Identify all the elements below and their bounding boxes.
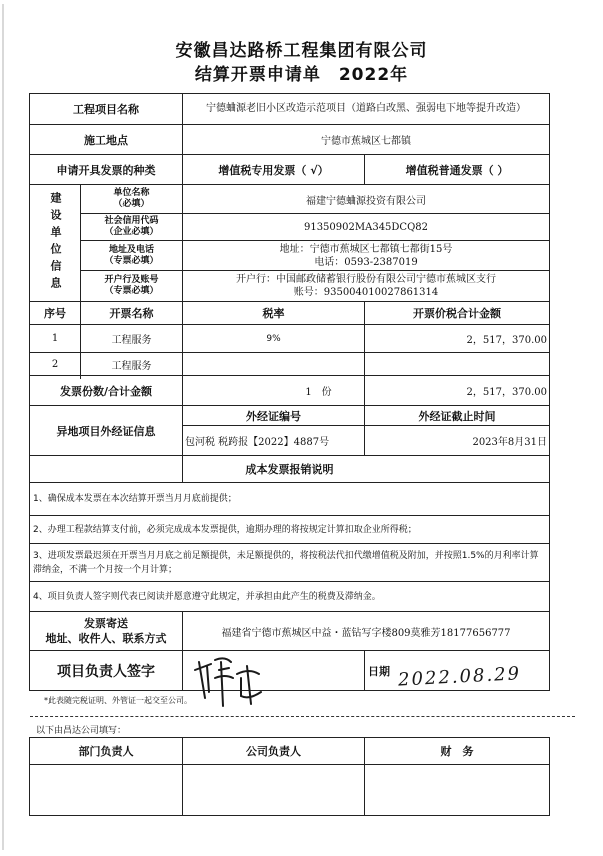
totals-label: 发票份数/合计金额 bbox=[59, 384, 153, 398]
row-1-amount: 2，517，370.00 bbox=[466, 335, 547, 346]
credit-code-label-main: 社会信用代码 bbox=[104, 216, 159, 226]
bank-value bbox=[183, 271, 549, 301]
bank-label-main: 开户行及账号 bbox=[104, 275, 159, 285]
company-name: 安徽昌达路桥工程集团有限公司 bbox=[175, 41, 428, 61]
row-2-amount bbox=[365, 353, 547, 375]
rule bbox=[549, 737, 550, 815]
row-1-no: 1 bbox=[51, 333, 59, 344]
row-2-rate bbox=[183, 353, 364, 375]
bank-label-sub: （专票必填） bbox=[104, 286, 159, 296]
form-title-text: 结算开票申请单 bbox=[194, 65, 321, 85]
rule bbox=[364, 650, 365, 690]
approval-header-finance: 财 务 bbox=[440, 745, 474, 758]
mailing-label-line2: 地址、收件人、联系方式 bbox=[45, 632, 167, 645]
row-1-rate: 9% bbox=[266, 333, 281, 344]
row-1-name: 工程服务 bbox=[111, 335, 152, 346]
approval-dept-sign-field[interactable] bbox=[30, 765, 182, 815]
buyer-name-label bbox=[81, 185, 182, 213]
address-value bbox=[183, 241, 549, 270]
note-2: 2、办理工程款结算支付前，必须完成成本发票提供，逾期办理的将按规定计算扣取企业所得税； bbox=[33, 524, 417, 535]
mailing-label bbox=[30, 612, 182, 650]
address-label bbox=[81, 241, 182, 270]
bank-name-line: 开户行：中国邮政储蓄银行股份有限公司宁德市蕉城区支行 bbox=[236, 274, 496, 285]
footnote: *此表随完税证明、外管证一起交至公司。 bbox=[44, 695, 192, 705]
notes-title: 成本发票报销说明 bbox=[245, 463, 334, 476]
col-header-no: 序号 bbox=[44, 307, 66, 320]
buyer-group-label bbox=[30, 185, 80, 301]
special-invoice-checkbox: 增值税专用发票（ √） bbox=[218, 163, 329, 177]
site-value: 宁德市蕉城区七都镇 bbox=[321, 136, 411, 147]
project-label: 工程项目名称 bbox=[73, 103, 139, 116]
outside-cert-no-header: 外经证编号 bbox=[246, 409, 301, 423]
address-label-sub: （专票必填） bbox=[104, 255, 159, 266]
row-2-no: 2 bbox=[51, 358, 59, 370]
site-label: 施工地点 bbox=[84, 133, 128, 147]
approval-header-company: 公司负责人 bbox=[246, 745, 301, 758]
date-label: 日期 bbox=[368, 664, 390, 678]
approval-finance-sign-field[interactable] bbox=[365, 765, 549, 815]
address-line: 地址：宁德市蕉城区七都镇七都街15号 bbox=[279, 243, 453, 255]
totals-count: 1 份 bbox=[305, 387, 332, 398]
rule bbox=[29, 815, 550, 816]
invoice-kind-label: 申请开具发票的种类 bbox=[56, 163, 156, 177]
credit-code-value: 91350902MA345DCQ82 bbox=[303, 221, 429, 233]
buyer-name-label-main: 单位名称 bbox=[113, 188, 150, 198]
address-label-main: 地址及电话 bbox=[108, 244, 154, 255]
buyer-name-label-sub: （必填） bbox=[113, 199, 150, 209]
account-line: 账号：935004010027861314 bbox=[293, 287, 439, 298]
form-year: 2022年 bbox=[338, 65, 409, 85]
handwritten-date: 2022.08.29 bbox=[397, 662, 522, 691]
bank-label bbox=[81, 271, 182, 301]
form-title bbox=[0, 60, 603, 85]
note-3: 3、进项发票最迟须在开票当月月底之前足额提供，未足额提供的，将按税法代扣代缴增值税及附加，并按照1.5%的月利率计算滞纳金，不满一个月按一个月计算； bbox=[33, 550, 539, 575]
note-4: 4、项目负责人签字则代表已阅读并愿意遵守此规定，并承担由此产生的税费及滞纳金。 bbox=[33, 591, 381, 602]
ordinary-invoice-checkbox: 增值税普通发票（ ） bbox=[405, 163, 509, 177]
outside-cert-deadline-value: 2023年8月31日 bbox=[472, 437, 547, 448]
rule bbox=[549, 93, 550, 690]
credit-code-label bbox=[81, 214, 182, 240]
mailing-value: 福建省宁德市蕉城区中益・蓝钻写字楼809莫雅芳18177656777 bbox=[221, 627, 511, 639]
outside-cert-no-value: 包河税 税跨报【2022】4887号 bbox=[185, 437, 330, 448]
rule bbox=[29, 690, 550, 691]
mailing-label-line1: 发票寄送 bbox=[84, 617, 128, 630]
row-2-name: 工程服务 bbox=[111, 360, 152, 372]
note-1: 1、确保成本发票在本次结算开票当月月底前提供； bbox=[33, 494, 237, 504]
approval-header-dept: 部门负责人 bbox=[78, 745, 134, 758]
signature-label: 项目负责人签字 bbox=[57, 663, 155, 680]
project-value: 宁德蛐源老旧小区改造示范项目（道路白改黑、强弱电下地等提升改造） bbox=[206, 103, 526, 114]
phone-line: 电话：0593-2387019 bbox=[314, 256, 418, 268]
outside-cert-deadline-header: 外经证截止时间 bbox=[418, 409, 496, 423]
col-header-rate: 税率 bbox=[262, 307, 285, 320]
totals-amount: 2，517，370.00 bbox=[466, 387, 547, 398]
cut-line bbox=[30, 716, 575, 717]
buyer-group-label-text: 建设单位信息 bbox=[49, 192, 62, 294]
buyer-name-value: 福建宁德蛐源投资有限公司 bbox=[306, 195, 426, 207]
credit-code-label-sub: （企业必填） bbox=[104, 227, 159, 237]
approval-intro: 以下由昌达公司填写： bbox=[36, 725, 127, 736]
col-header-name: 开票名称 bbox=[109, 307, 154, 320]
col-header-amount: 开票价税合计金额 bbox=[413, 307, 501, 320]
outside-cert-label: 异地项目外经证信息 bbox=[56, 424, 156, 438]
page-edge-shadow bbox=[2, 4, 4, 850]
approval-company-sign-field[interactable] bbox=[183, 765, 364, 815]
